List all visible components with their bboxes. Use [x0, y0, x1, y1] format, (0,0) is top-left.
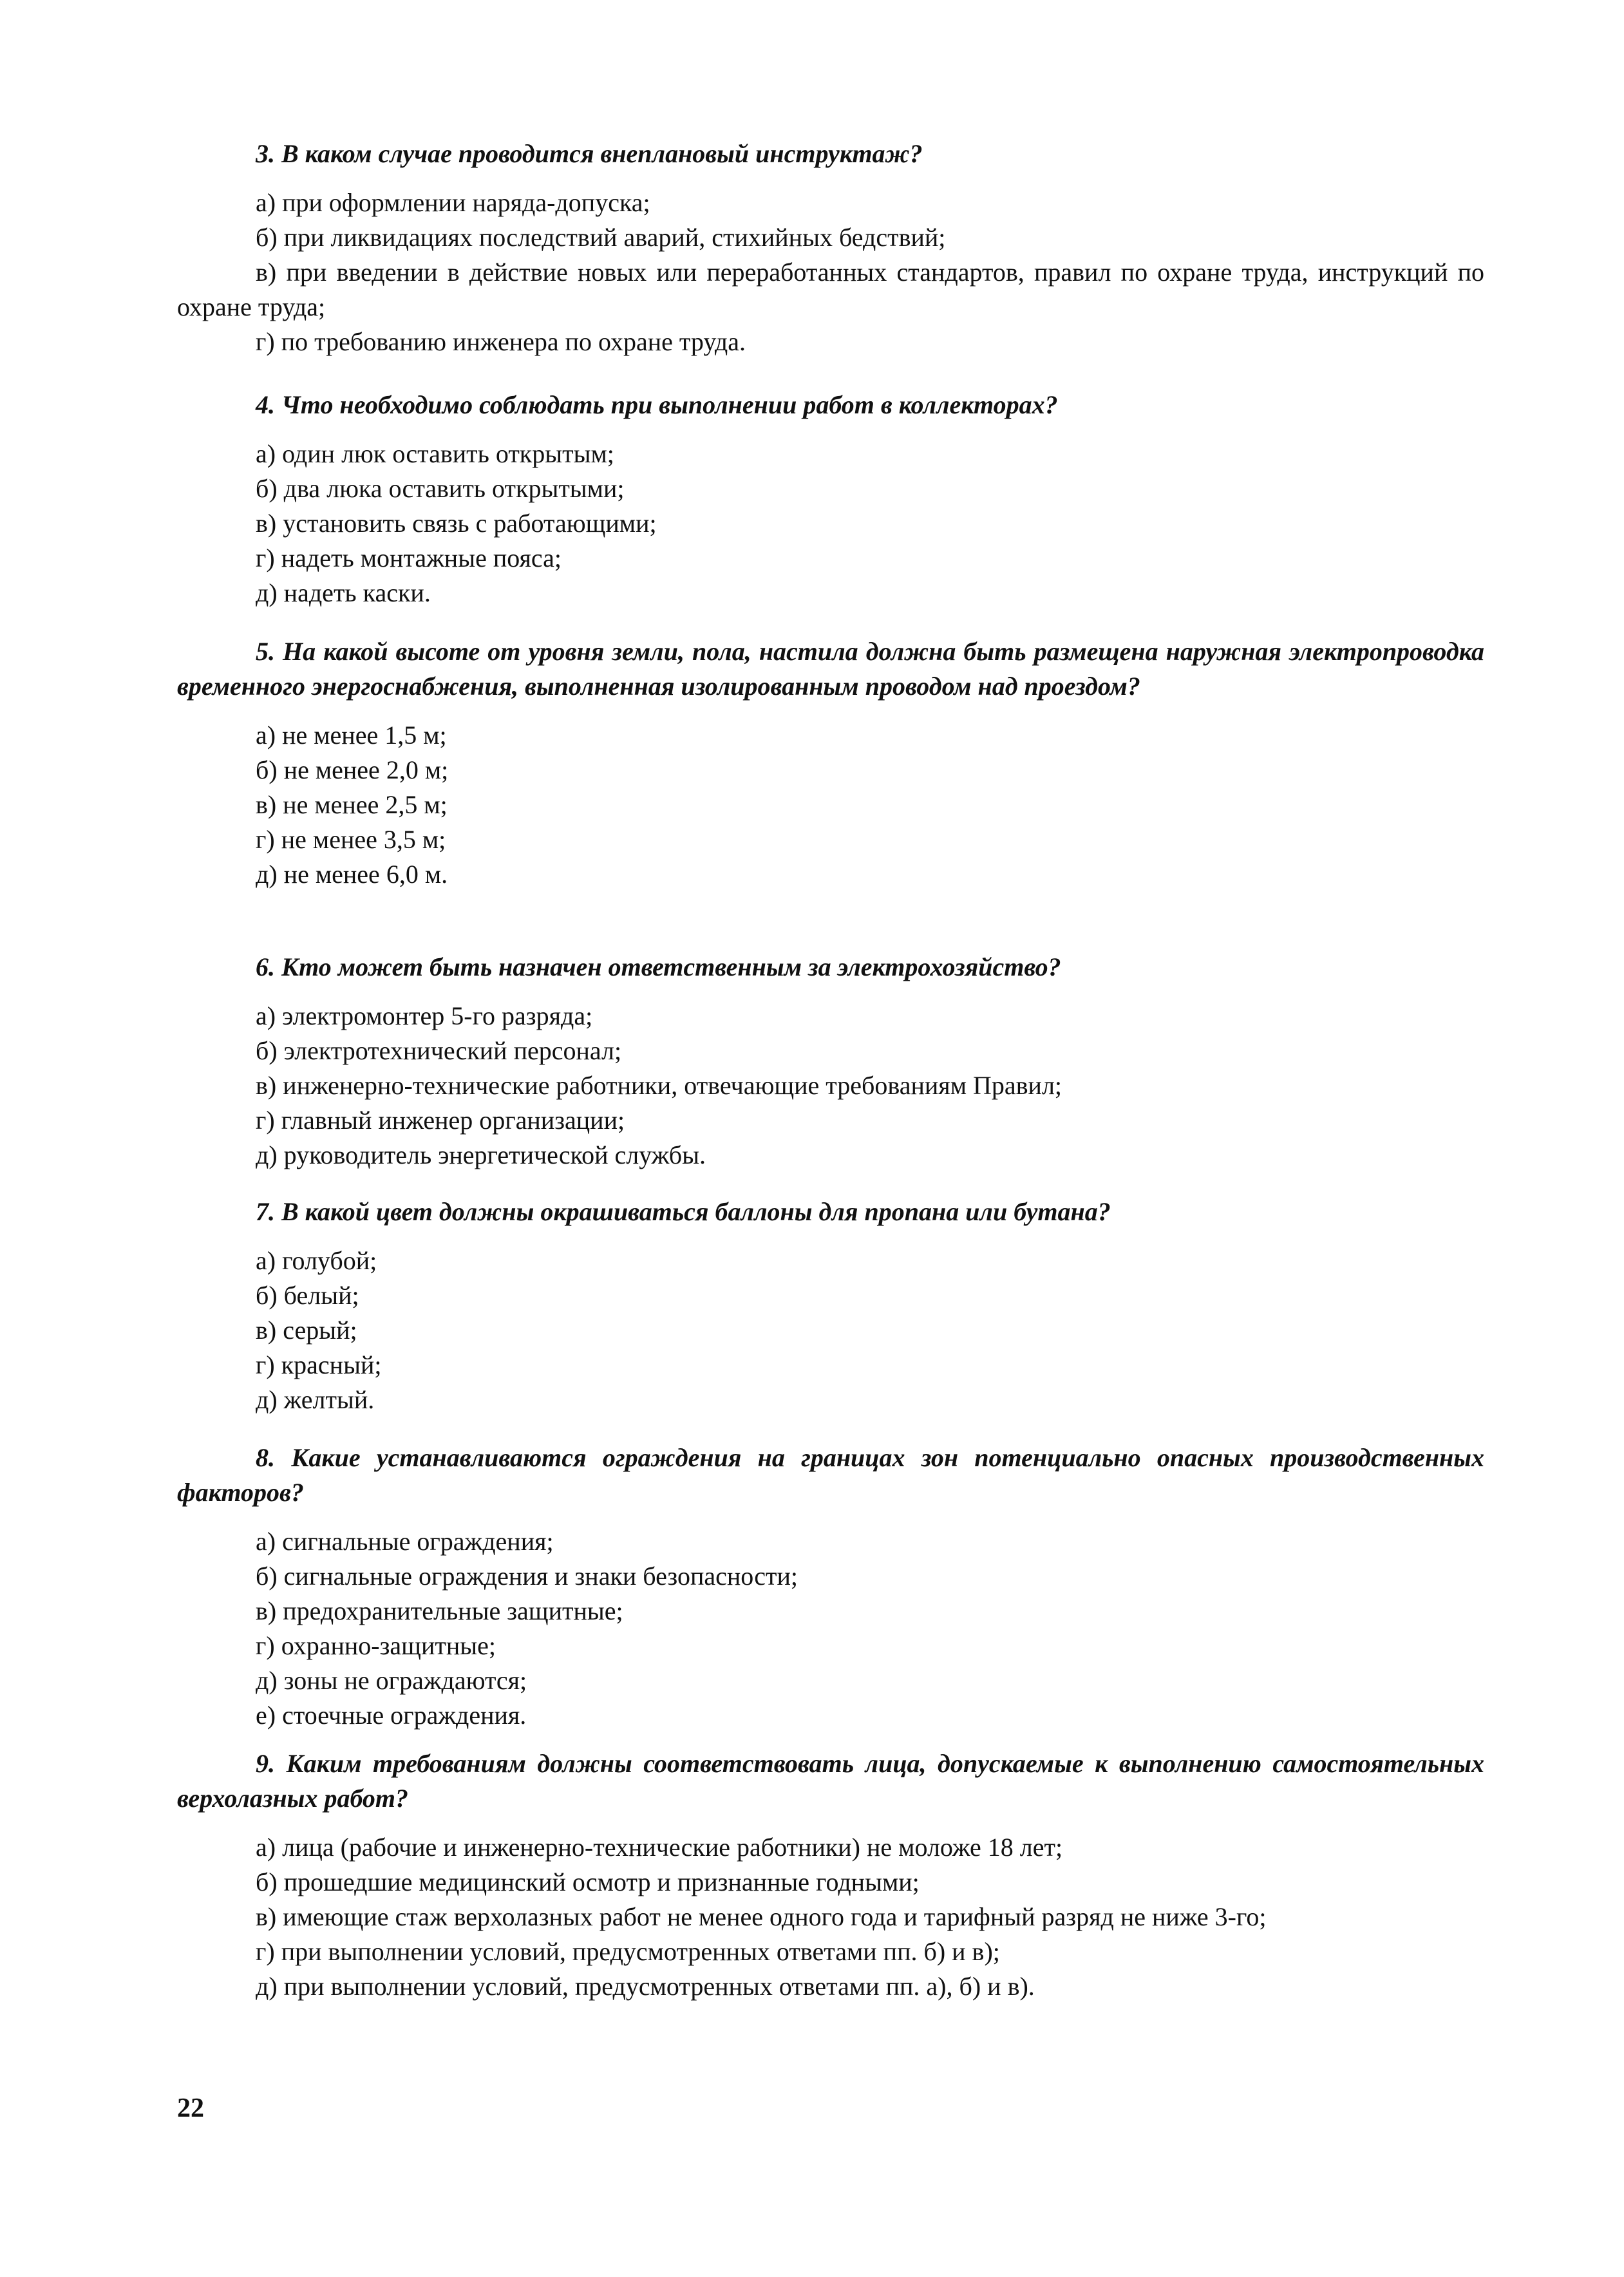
- answer-option: г) не менее 3,5 м;: [256, 825, 446, 854]
- answer-option: в) инженерно-технические работники, отвечающие требованиям Правил;: [256, 1071, 1062, 1100]
- answer-option: а) один люк оставить открытым;: [256, 439, 614, 468]
- question-title: 7. В какой цвет должны окрашиваться баллоны для пропана или бутана?: [256, 1197, 1111, 1226]
- question-block: [177, 1746, 1484, 2004]
- answer-option: б) белый;: [256, 1281, 359, 1310]
- question-title: 4. Что необходимо соблюдать при выполнении работ в коллекторах?: [256, 390, 1058, 419]
- answer-option: д) не менее 6,0 м.: [256, 860, 448, 889]
- answer-option: д) желтый.: [256, 1385, 375, 1414]
- answer-option: в) имеющие стаж верхолазных работ не менее одного года и тарифный разряд не ниже 3-го;: [256, 1902, 1267, 1931]
- question-block: [177, 137, 1484, 359]
- answer-option: д) зоны не ограждаются;: [256, 1666, 527, 1695]
- answer-option: д) надеть каски.: [256, 578, 431, 607]
- question-block: [177, 1441, 1484, 1733]
- page-number: 22: [177, 2093, 204, 2123]
- answer-option: г) охранно-защитные;: [256, 1631, 496, 1660]
- answer-option: а) лица (рабочие и инженерно-технические работники) не моложе 18 лет;: [256, 1833, 1063, 1862]
- answer-option: д) руководитель энергетической службы.: [256, 1140, 706, 1169]
- answer-option: г) главный инженер организации;: [256, 1106, 625, 1135]
- answer-option: в) установить связь с работающими;: [256, 509, 657, 538]
- answer-option: г) при выполнении условий, предусмотренных ответами пп. б) и в);: [256, 1937, 1000, 1966]
- answer-option: г) надеть монтажные пояса;: [256, 543, 562, 572]
- answer-option: б) два люка оставить открытыми;: [256, 474, 625, 503]
- answer-option: в) предохранительные защитные;: [256, 1596, 623, 1625]
- answer-option: б) сигнальные ограждения и знаки безопасности;: [256, 1562, 798, 1591]
- question-title: 3. В каком случае проводится внеплановый инструктаж?: [256, 139, 923, 168]
- question-title: 5. На какой высоте от уровня земли, пола, настила должна быть размещена наружная электропроводка временного энергоснабжения, выполненная изолированным проводом над проездом?: [177, 637, 1484, 701]
- answer-option: б) не менее 2,0 м;: [256, 755, 449, 784]
- answer-option: г) красный;: [256, 1350, 382, 1379]
- question-block: [177, 950, 1484, 1173]
- answer-option: а) не менее 1,5 м;: [256, 721, 447, 750]
- question-title: 9. Каким требованиям должны соответствовать лица, допускаемые к выполнению самостоятельных верхолазных работ?: [177, 1749, 1484, 1813]
- answer-option: д) при выполнении условий, предусмотренных ответами пп. а), б) и в).: [256, 1972, 1035, 2001]
- answer-option: а) голубой;: [256, 1246, 377, 1275]
- question-block: [177, 1195, 1484, 1417]
- answer-option: б) при ликвидациях последствий аварий, стихийных бедствий;: [256, 223, 946, 252]
- answer-option: е) стоечные ограждения.: [256, 1701, 527, 1730]
- answer-option: в) при введении в действие новых или переработанных стандартов, правил по охране труда, инструкций по охране труда;: [177, 258, 1484, 321]
- question-title: 6. Кто может быть назначен ответственным за электрохозяйство?: [256, 952, 1061, 981]
- answer-option: а) при оформлении наряда-допуска;: [256, 188, 650, 217]
- answer-option: а) электромонтер 5-го разряда;: [256, 1001, 593, 1030]
- question-title: 8. Какие устанавливаются ограждения на границах зон потенциально опасных производственных факторов?: [177, 1443, 1484, 1507]
- answer-option: в) не менее 2,5 м;: [256, 790, 448, 819]
- answer-option: б) прошедшие медицинский осмотр и признанные годными;: [256, 1867, 920, 1896]
- question-block: [177, 634, 1484, 892]
- question-block: [177, 388, 1484, 610]
- answer-option: а) сигнальные ограждения;: [256, 1527, 554, 1556]
- answer-option: б) электротехнический персонал;: [256, 1036, 622, 1065]
- answer-option: г) по требованию инженера по охране труда.: [256, 327, 746, 356]
- answer-option: в) серый;: [256, 1316, 357, 1345]
